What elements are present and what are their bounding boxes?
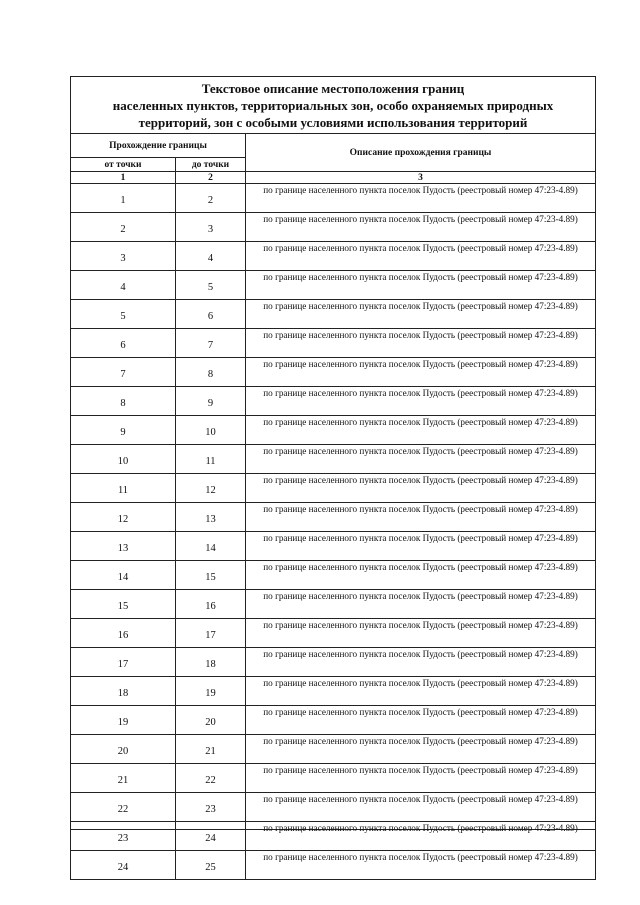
table-row	[71, 358, 596, 387]
description-cell: по границе населенного пункта поселок Пудость (реестровый номер 47:23-4.89)	[246, 561, 596, 590]
document-title	[71, 77, 595, 133]
description-cell: по границе населенного пункта поселок Пудость (реестровый номер 47:23-4.89)	[246, 387, 596, 416]
description-cell: по границе населенного пункта поселок Пудость (реестровый номер 47:23-4.89)	[246, 706, 596, 735]
table-row	[71, 213, 596, 242]
from-point-cell: 3	[71, 242, 176, 271]
to-point-cell: 15	[176, 561, 246, 590]
from-point-cell: 24	[71, 851, 176, 880]
description-cell: по границе населенного пункта поселок Пудость (реестровый номер 47:23-4.89)	[246, 358, 596, 387]
from-point-cell: 19	[71, 706, 176, 735]
to-point-cell: 13	[176, 503, 246, 532]
description-cell: по границе населенного пункта поселок Пудость (реестровый номер 47:23-4.89)	[246, 503, 596, 532]
to-point-cell: 14	[176, 532, 246, 561]
to-point-cell: 11	[176, 445, 246, 474]
description-cell: по границе населенного пункта поселок Пудость (реестровый номер 47:23-4.89)	[246, 271, 596, 300]
to-point-cell: 2	[176, 184, 246, 213]
header-col-number: 1	[71, 172, 176, 184]
table-body	[71, 184, 596, 880]
description-cell: по границе населенного пункта поселок Пудость (реестровый номер 47:23-4.89)	[246, 532, 596, 561]
description-cell: по границе населенного пункта поселок Пудость (реестровый номер 47:23-4.89)	[246, 445, 596, 474]
from-point-cell: 15	[71, 590, 176, 619]
description-cell: по границе населенного пункта поселок Пудость (реестровый номер 47:23-4.89)	[246, 764, 596, 793]
from-point-cell: 8	[71, 387, 176, 416]
table-row	[71, 590, 596, 619]
from-point-cell: 11	[71, 474, 176, 503]
table-row	[71, 851, 596, 880]
header-from: от точки	[71, 158, 176, 172]
from-point-cell: 18	[71, 677, 176, 706]
table-row	[71, 532, 596, 561]
from-point-cell: 1	[71, 184, 176, 213]
table-row	[71, 445, 596, 474]
title-line: населенных пунктов, территориальных зон, особо охраняемых природных	[112, 98, 554, 113]
table-row	[71, 793, 596, 822]
from-point-cell: 20	[71, 735, 176, 764]
to-point-cell: 20	[176, 706, 246, 735]
header-to: до точки	[176, 158, 246, 172]
description-cell: по границе населенного пункта поселок Пудость (реестровый номер 47:23-4.89)	[246, 619, 596, 648]
to-point-cell: 24	[176, 822, 246, 851]
description-cell: по границе населенного пункта поселок Пудость (реестровый номер 47:23-4.89)	[246, 416, 596, 445]
description-cell: по границе населенного пункта поселок Пудость (реестровый номер 47:23-4.89)	[246, 474, 596, 503]
to-point-cell: 21	[176, 735, 246, 764]
description-cell: по границе населенного пункта поселок Пудость (реестровый номер 47:23-4.89)	[246, 851, 596, 880]
table-row	[71, 648, 596, 677]
from-point-cell: 17	[71, 648, 176, 677]
from-point-cell: 16	[71, 619, 176, 648]
table-row	[71, 677, 596, 706]
description-cell: по границе населенного пункта поселок Пудость (реестровый номер 47:23-4.89)	[246, 329, 596, 358]
from-point-cell: 5	[71, 300, 176, 329]
from-point-cell: 23	[71, 822, 176, 851]
description-cell: по границе населенного пункта поселок Пудость (реестровый номер 47:23-4.89)	[246, 793, 596, 822]
header-passage: Прохождение границы	[71, 134, 246, 158]
description-cell: по границе населенного пункта поселок Пудость (реестровый номер 47:23-4.89)	[246, 735, 596, 764]
table-header	[71, 134, 596, 184]
to-point-cell: 4	[176, 242, 246, 271]
from-point-cell: 7	[71, 358, 176, 387]
from-point-cell: 14	[71, 561, 176, 590]
to-point-cell: 12	[176, 474, 246, 503]
description-cell: по границе населенного пункта поселок Пудость (реестровый номер 47:23-4.89)	[246, 300, 596, 329]
from-point-cell: 22	[71, 793, 176, 822]
to-point-cell: 16	[176, 590, 246, 619]
description-cell: по границе населенного пункта поселок Пудость (реестровый номер 47:23-4.89)	[246, 822, 596, 851]
to-point-cell: 10	[176, 416, 246, 445]
description-cell: по границе населенного пункта поселок Пудость (реестровый номер 47:23-4.89)	[246, 648, 596, 677]
from-point-cell: 6	[71, 329, 176, 358]
table-row	[71, 822, 596, 851]
title-line: территорий, зон с особыми условиями использования территорий	[138, 115, 528, 130]
table-row	[71, 329, 596, 358]
description-cell: по границе населенного пункта поселок Пудость (реестровый номер 47:23-4.89)	[246, 184, 596, 213]
to-point-cell: 22	[176, 764, 246, 793]
to-point-cell: 8	[176, 358, 246, 387]
title-line: Текстовое описание местоположения границ	[201, 81, 465, 96]
to-point-cell: 9	[176, 387, 246, 416]
header-description: Описание прохождения границы	[246, 134, 596, 172]
from-point-cell: 12	[71, 503, 176, 532]
description-cell: по границе населенного пункта поселок Пудость (реестровый номер 47:23-4.89)	[246, 213, 596, 242]
to-point-cell: 3	[176, 213, 246, 242]
to-point-cell: 17	[176, 619, 246, 648]
header-col-number: 3	[246, 172, 596, 184]
table-row	[71, 242, 596, 271]
table-row	[71, 764, 596, 793]
description-cell: по границе населенного пункта поселок Пудость (реестровый номер 47:23-4.89)	[246, 677, 596, 706]
table-row	[71, 735, 596, 764]
boundary-table	[70, 133, 596, 880]
table-row	[71, 706, 596, 735]
from-point-cell: 10	[71, 445, 176, 474]
to-point-cell: 6	[176, 300, 246, 329]
table-row	[71, 387, 596, 416]
to-point-cell: 23	[176, 793, 246, 822]
to-point-cell: 5	[176, 271, 246, 300]
from-point-cell: 9	[71, 416, 176, 445]
from-point-cell: 2	[71, 213, 176, 242]
table-row	[71, 184, 596, 213]
description-cell: по границе населенного пункта поселок Пудость (реестровый номер 47:23-4.89)	[246, 590, 596, 619]
table-row	[71, 300, 596, 329]
table-row	[71, 416, 596, 445]
header-col-number: 2	[176, 172, 246, 184]
to-point-cell: 19	[176, 677, 246, 706]
table-row	[71, 271, 596, 300]
to-point-cell: 7	[176, 329, 246, 358]
table-row	[71, 474, 596, 503]
table-row	[71, 619, 596, 648]
document-frame	[70, 76, 596, 873]
from-point-cell: 21	[71, 764, 176, 793]
to-point-cell: 25	[176, 851, 246, 880]
from-point-cell: 13	[71, 532, 176, 561]
from-point-cell: 4	[71, 271, 176, 300]
table-row	[71, 503, 596, 532]
to-point-cell: 18	[176, 648, 246, 677]
table-row	[71, 561, 596, 590]
description-cell: по границе населенного пункта поселок Пудость (реестровый номер 47:23-4.89)	[246, 242, 596, 271]
